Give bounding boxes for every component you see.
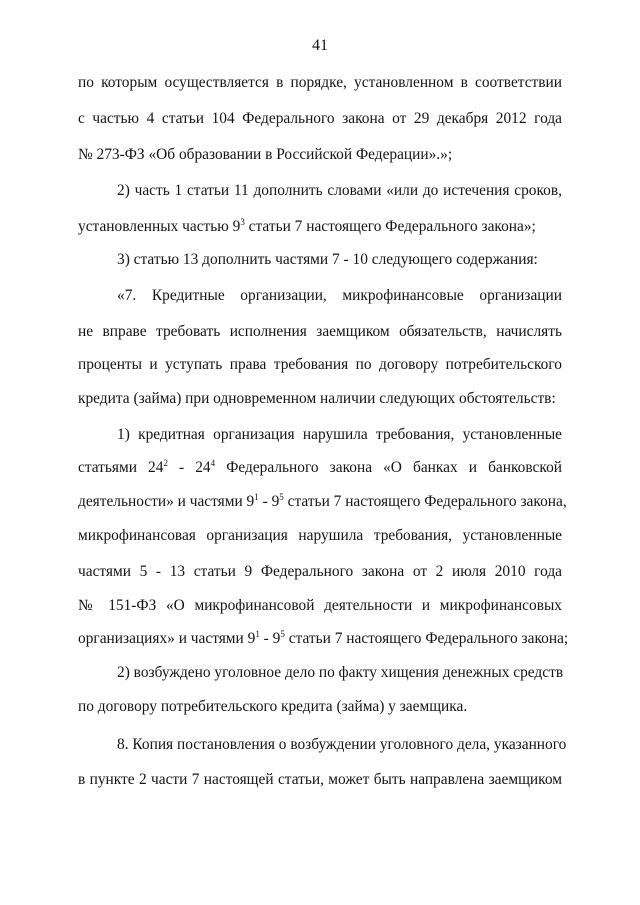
text-line: микрофинансовая организация нарушила требования, установленные [78,527,562,544]
text-line: с частью 4 статьи 104 Федерального закона от 29 декабря 2012 года [78,110,562,127]
text-segment: статьи 7 настоящего Федерального закона; [284,630,569,647]
text-segment: - 9 [258,493,280,510]
text-segment: - 24 [167,459,211,476]
text-line: 8. Копия постановления о возбуждении уголовного дела, указанного [117,736,567,753]
text-line: 2) часть 1 статьи 11 дополнить словами «или до истечения сроков, [117,182,562,199]
text-line [78,629,569,649]
text-line: в пункте 2 части 7 настоящей статьи, может быть направлена заемщиком [78,771,562,788]
text-line: 3) статью 13 дополнить частями 7 - 10 следующего содержания: [117,251,538,268]
superscript: 1 [254,492,259,502]
superscript: 1 [255,629,260,639]
superscript: 4 [210,458,216,468]
text-segment: статьи 7 настоящего Федерального закона»; [244,218,536,235]
text-segment: - 9 [259,630,281,647]
text-segment: статьи 7 настоящего Федерального закона, [283,493,567,510]
text-line: «7. Кредитные организации, микрофинансовые организации [117,287,562,304]
text-segment: статьями 24 [78,459,164,476]
text-line: № 273-ФЗ «Об образовании в Российской Федерации».»; [78,146,453,163]
text-line: кредита (займа) при одновременном наличии следующих обстоятельств: [78,390,556,407]
text-line [78,458,562,478]
page-number: 41 [312,37,328,54]
text-segment: Федерального закона «О банках и банковской [215,459,562,476]
text-line: 1) кредитная организация нарушила требования, установленные [117,426,562,443]
superscript: 2 [163,458,168,468]
text-line: по которым осуществляется в порядке, установленном в соответствии [78,74,562,91]
text-line: частями 5 - 13 статьи 9 Федерального закона от 2 июля 2010 года [78,563,562,580]
superscript: 5 [280,629,285,639]
text-line: по договору потребительского кредита (займа) у заемщика. [78,698,468,715]
text-line: № 151-ФЗ «О микрофинансовой деятельности и микрофинансовых [78,597,562,614]
text-segment: деятельности» и частями 9 [78,493,255,510]
text-line [78,492,567,512]
text-line: проценты и уступать права требования по договору потребительского [78,356,562,373]
text-line [78,217,562,237]
text-line: не вправе требовать исполнения заемщиком обязательств, начислять [78,323,562,340]
text-segment: установленных частью 9 [78,218,241,235]
superscript: 5 [279,492,284,502]
superscript: 3 [240,217,245,227]
text-line: 2) возбуждено уголовное дело по факту хищения денежных средств [117,664,564,681]
text-segment: организациях» и частями 9 [78,630,256,647]
